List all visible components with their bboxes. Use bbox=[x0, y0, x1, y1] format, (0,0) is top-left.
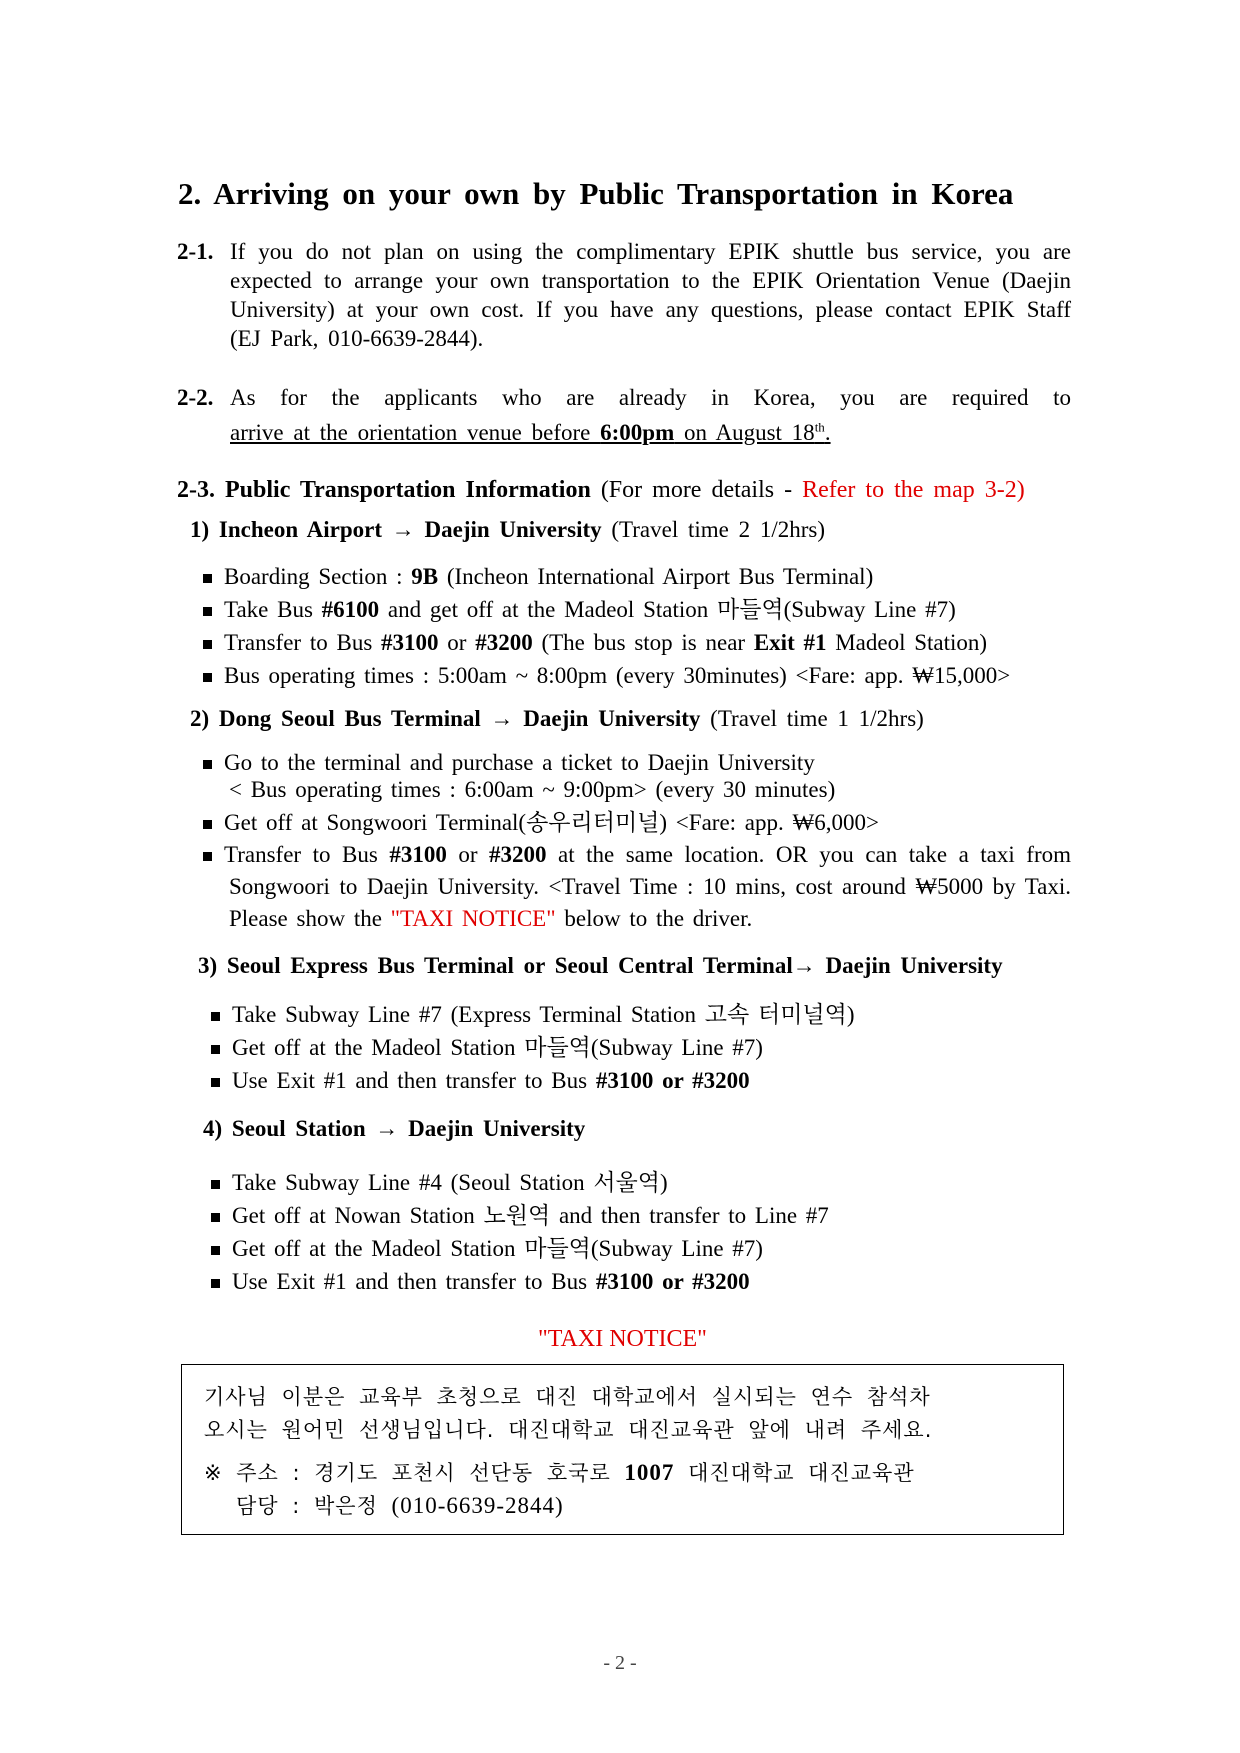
section-label: 2-1. bbox=[177, 239, 214, 264]
bullet-icon bbox=[203, 607, 212, 616]
list-item: Transfer to Bus #3100 or #3200 at the same location. OR you can take a taxi from Songwoori to Daejin University. <Travel Time : 10 mins, cost around ₩5000 by Taxi. Please show the "TAXI NOTICE" below to the driver. bbox=[203, 839, 1071, 935]
map-reference: Refer to the map 3-2) bbox=[802, 477, 1025, 503]
section-text: If you do not plan on using the complimentary EPIK shuttle bus service, you are expected to arrange your own transportation to the EPIK Orientation Venue (Daejin University) at your own cost. If you have any questions, please contact EPIK Staff (EJ Park, 010-6639-2844). bbox=[230, 239, 1071, 351]
bullet-icon bbox=[203, 640, 212, 649]
route-3-heading: 3) Seoul Express Bus Terminal or Seoul Central Terminal→ Daejin University bbox=[198, 953, 1003, 978]
address-line: ※ 주소 : 경기도 포천시 선단동 호국로 1007 대진대학교 대진교육관 bbox=[204, 1460, 915, 1485]
list-item: Use Exit #1 and then transfer to Bus #3100 or #3200 bbox=[211, 1064, 1079, 1097]
list-item: Get off at the Madeol Station 마들역(Subway Line #7) bbox=[211, 1031, 1079, 1064]
bullet-icon bbox=[203, 673, 212, 682]
route-4-heading: 4) Seoul Station → Daejin University bbox=[203, 1116, 586, 1141]
bullet-icon bbox=[211, 1279, 220, 1288]
taxi-notice-reference: "TAXI NOTICE" bbox=[390, 906, 556, 931]
list-item: Get off at the Madeol Station 마들역(Subway Line #7) bbox=[211, 1232, 1079, 1265]
bullet-icon bbox=[211, 1180, 220, 1189]
list-item: Take Subway Line #4 (Seoul Station 서울역) bbox=[211, 1166, 1079, 1199]
contact-line: 담당 : 박은정 (010-6639-2844) bbox=[236, 1493, 564, 1518]
route-1-heading: 1) Incheon Airport → Daejin University (Travel time 2 1/2hrs) bbox=[190, 517, 826, 542]
bullet-icon bbox=[211, 1012, 220, 1021]
list-item: Use Exit #1 and then transfer to Bus #3100 or #3200 bbox=[211, 1265, 1079, 1298]
route-3-list bbox=[211, 998, 1079, 1097]
bullet-icon bbox=[203, 574, 212, 583]
page-number: - 2 - bbox=[603, 1652, 637, 1674]
bullet-icon bbox=[203, 852, 212, 861]
bullet-icon bbox=[211, 1078, 220, 1087]
deadline-text: arrive at the orientation venue before 6:00pm on August 18th. bbox=[230, 419, 831, 445]
taxi-notice-box bbox=[181, 1364, 1064, 1535]
list-item: Transfer to Bus #3100 or #3200 (The bus stop is near Exit #1 Madeol Station) bbox=[203, 626, 1071, 659]
list-item: Take Subway Line #7 (Express Terminal Station 고속 터미널역) bbox=[211, 998, 1079, 1031]
list-item: Take Bus #6100 and get off at the Madeol Station 마들역(Subway Line #7) bbox=[203, 593, 1071, 626]
section-title: 2. Arriving on your own by Public Transportation in Korea bbox=[178, 176, 1014, 211]
section-text: As for the applicants who are already in Korea, you are required to bbox=[230, 385, 1071, 410]
route-1-list bbox=[203, 560, 1071, 692]
bullet-icon bbox=[211, 1045, 220, 1054]
bullet-icon bbox=[211, 1246, 220, 1255]
taxi-notice-title: "TAXI NOTICE" bbox=[538, 1326, 707, 1352]
section-label: 2-2. bbox=[177, 385, 214, 410]
bullet-icon bbox=[203, 760, 212, 769]
bullet-icon bbox=[211, 1213, 220, 1222]
list-item: Boarding Section : 9B (Incheon International Airport Bus Terminal) bbox=[203, 560, 1071, 593]
route-2-list bbox=[203, 752, 1071, 935]
list-item: Get off at Songwoori Terminal(송우리터미널) <Fare: app. ₩6,000> bbox=[203, 806, 1071, 839]
route-4-list bbox=[211, 1166, 1079, 1298]
notice-line: 기사님 이분은 교육부 초청으로 대진 대학교에서 실시되는 연수 참석차 bbox=[204, 1385, 931, 1409]
section-2-2 bbox=[177, 383, 1071, 447]
route-2-heading: 2) Dong Seoul Bus Terminal → Daejin University (Travel time 1 1/2hrs) bbox=[190, 706, 924, 731]
list-item: Bus operating times : 5:00am ~ 8:00pm (every 30minutes) <Fare: app. ₩15,000> bbox=[203, 659, 1071, 692]
list-item: Go to the terminal and purchase a ticket to Daejin University < Bus operating times : 6:00am ~ 9:00pm> (every 30 minutes) bbox=[203, 752, 1071, 806]
list-item: Get off at Nowan Station 노원역 and then transfer to Line #7 bbox=[211, 1199, 1079, 1232]
section-2-1 bbox=[177, 237, 1071, 353]
bullet-icon bbox=[203, 820, 212, 829]
section-2-3-heading: 2-3. Public Transportation Information (For more details - Refer to the map 3-2) bbox=[177, 477, 1025, 503]
notice-line: 오시는 원어민 선생님입니다. 대진대학교 대진교육관 앞에 내려 주세요. bbox=[204, 1418, 933, 1442]
